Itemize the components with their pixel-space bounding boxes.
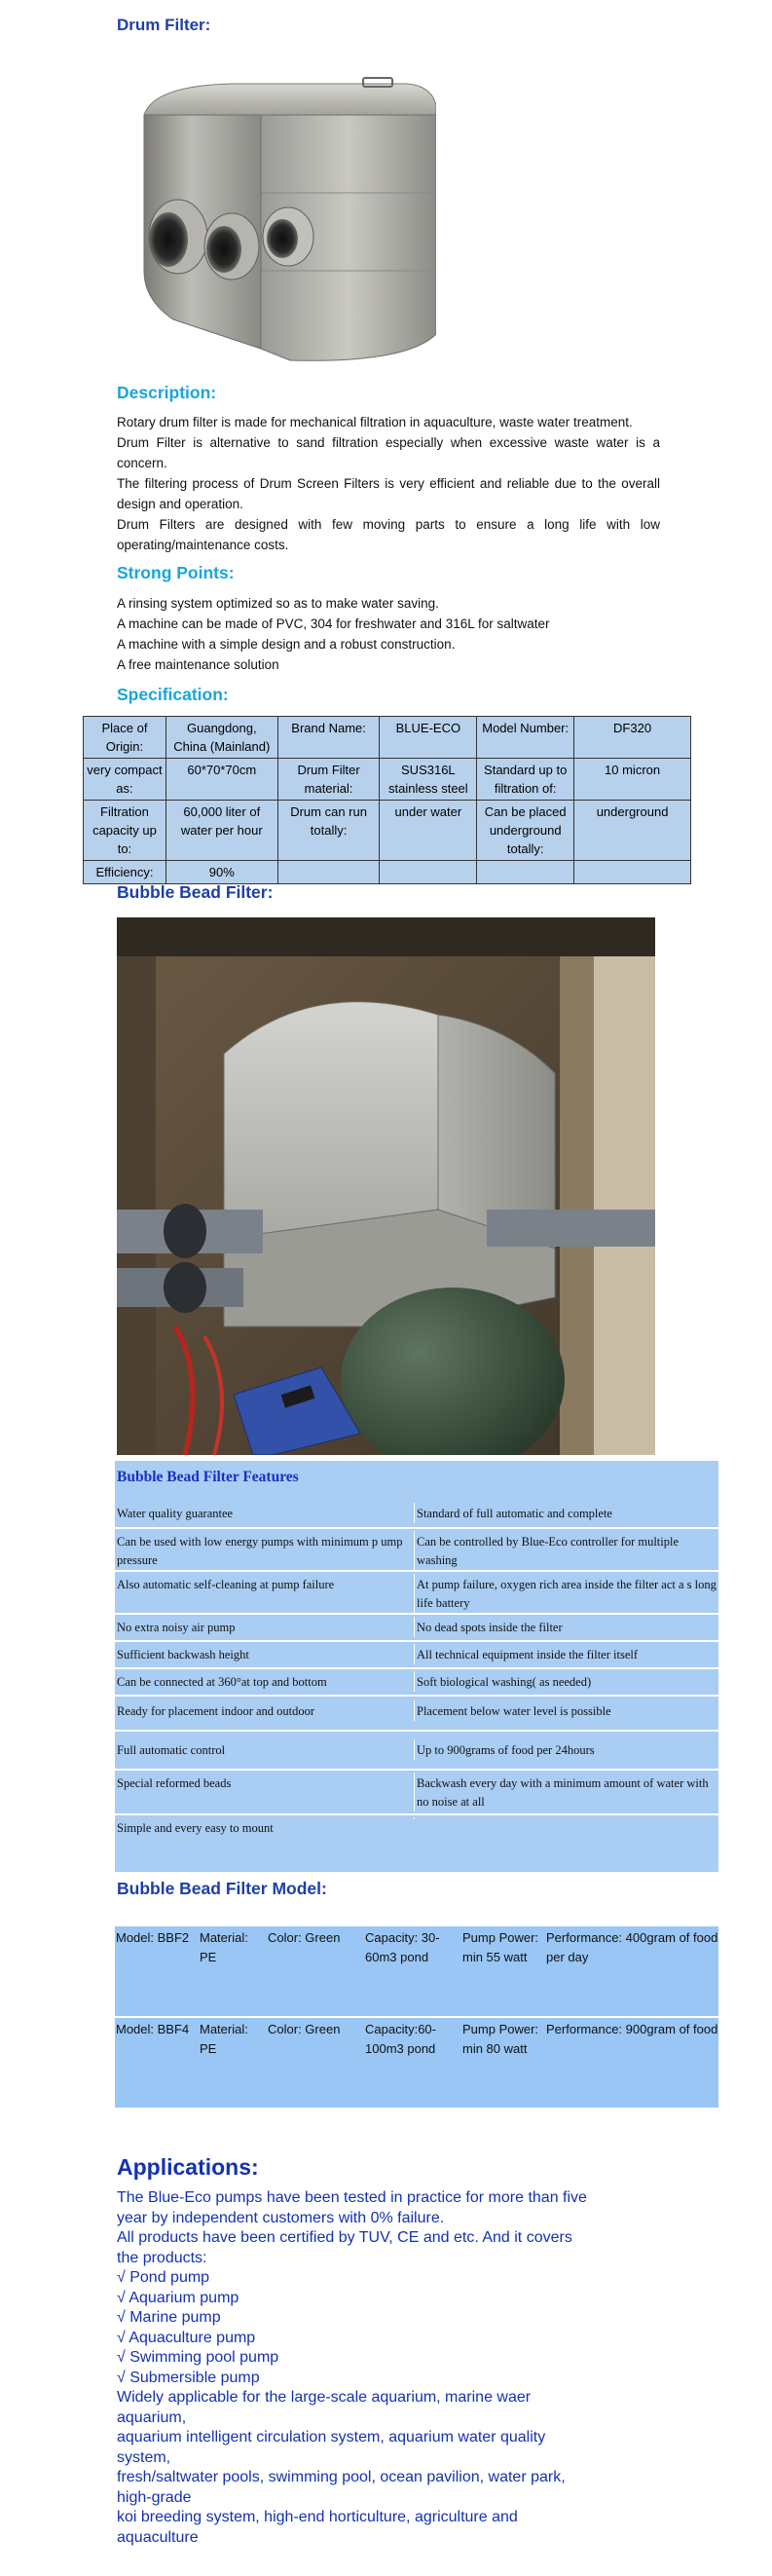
- spec-cell: Efficiency:: [84, 861, 166, 884]
- strong-point: A rinsing system optimized so as to make water saving.: [117, 596, 439, 611]
- applications-line: All products have been certified by TUV, CE and etc. And it covers: [117, 2229, 572, 2246]
- model-cell: Color: Green: [268, 2022, 341, 2036]
- spec-cell: Drum can run totally:: [277, 801, 380, 861]
- description-line: Drum Filters are designed with few moving parts to ensure a long life with low operating/maintenance costs.: [117, 517, 660, 552]
- applications-line: √ Marine pump: [117, 2309, 221, 2326]
- feature-right: Can be controlled by Blue-Eco controller for multiple washing: [414, 1531, 718, 1570]
- spec-row: [84, 759, 691, 801]
- table-row: [115, 1771, 718, 1815]
- model-cell: Material: PE: [200, 1930, 248, 1964]
- bubble-bead-photo: [117, 917, 655, 1455]
- description-line: The filtering process of Drum Screen Filters is very efficient and reliable due to the overall design and operation.: [117, 476, 660, 511]
- spec-row: [84, 861, 691, 884]
- spec-cell: Filtration capacity up to:: [84, 801, 166, 861]
- feature-left: No extra noisy air pump: [117, 1621, 236, 1634]
- table-row: [115, 1642, 718, 1669]
- applications-line: aquarium intelligent circulation system, aquarium water quality: [117, 2429, 546, 2445]
- feature-right: Standard of full automatic and complete: [414, 1503, 718, 1523]
- description-line: Drum Filter is alternative to sand filtration especially when excessive waste water is a concern.: [117, 435, 660, 470]
- table-row: [115, 1669, 718, 1697]
- model-heading: Bubble Bead Filter Model:: [117, 1879, 327, 1898]
- specification-table: [83, 716, 691, 884]
- applications-line: system,: [117, 2448, 171, 2466]
- spec-cell: very compact as:: [84, 759, 166, 801]
- model-cell: Capacity: 30-60m3 pond: [365, 1930, 440, 1964]
- table-row: [115, 1926, 718, 2018]
- applications-line: √ Aquaculture pump: [117, 2329, 256, 2346]
- applications-line: fresh/saltwater pools, swimming pool, ocean pavilion, water park,: [117, 2469, 566, 2485]
- spec-cell: [477, 861, 574, 884]
- strong-point: A free maintenance solution: [117, 657, 279, 672]
- table-row: [115, 1615, 718, 1642]
- model-cell: Model: BBF2: [116, 1930, 190, 1945]
- spec-cell: Model Number:: [477, 717, 574, 759]
- spec-cell: SUS316L stainless steel: [380, 759, 477, 801]
- spec-cell: Can be placed underground totally:: [477, 801, 574, 861]
- model-cell: Performance: 900gram of food: [546, 2022, 718, 2036]
- feature-left: Simple and every easy to mount: [117, 1821, 274, 1835]
- spec-cell: DF320: [574, 717, 691, 759]
- drum-filter-photo: [115, 76, 436, 368]
- strong-points-list: [117, 593, 701, 675]
- feature-left: Water quality guarantee: [117, 1507, 234, 1520]
- description-heading: Description:: [117, 383, 217, 402]
- applications-line: √ Submersible pump: [117, 2369, 260, 2386]
- feature-right: Soft biological washing( as needed): [414, 1671, 718, 1692]
- description-text: [117, 412, 660, 555]
- applications-line: √ Aquarium pump: [117, 2289, 239, 2306]
- applications-line: aquarium,: [117, 2408, 187, 2426]
- feature-right: No dead spots inside the filter: [414, 1617, 718, 1637]
- applications-line: koi breeding system, high-end horticulture, agriculture and: [117, 2509, 518, 2525]
- applications-line: year by independent customers with 0% failure.: [117, 2209, 445, 2226]
- spec-cell: 60,000 liter of water per hour: [165, 801, 277, 861]
- model-cell: Color: Green: [268, 1930, 341, 1945]
- specification-heading: Specification:: [117, 685, 229, 704]
- spec-cell: 60*70*70cm: [165, 759, 277, 801]
- table-row: [115, 1736, 718, 1771]
- applications-line: the products:: [117, 2249, 207, 2266]
- applications-line: √ Pond pump: [117, 2269, 210, 2286]
- applications-line: The Blue-Eco pumps have been tested in practice for more than five: [117, 2189, 587, 2206]
- feature-right: At pump failure, oxygen rich area inside the filter act a s long life battery: [414, 1574, 718, 1613]
- features-table: [115, 1461, 718, 1872]
- features-heading: Bubble Bead Filter Features: [117, 1469, 299, 1485]
- applications-heading: Applications:: [117, 2154, 259, 2180]
- description-line: Rotary drum filter is made for mechanical filtration in aquaculture, waste water treatment.: [117, 415, 633, 429]
- spec-cell: [380, 861, 477, 884]
- spec-row: [84, 801, 691, 861]
- model-cell: Material: PE: [200, 2022, 248, 2056]
- bubble-bead-heading: Bubble Bead Filter:: [117, 882, 274, 902]
- applications-line: aquaculture: [117, 2528, 199, 2546]
- spec-cell: 10 micron: [574, 759, 691, 801]
- feature-left: Full automatic control: [117, 1743, 226, 1757]
- spec-cell: Standard up to filtration of:: [477, 759, 574, 801]
- applications-line: √ Swimming pool pump: [117, 2349, 279, 2366]
- model-cell: Capacity:60-100m3 pond: [365, 2022, 436, 2056]
- feature-left: Can be used with low energy pumps with minimum p ump pressure: [117, 1535, 403, 1567]
- spec-cell: underground: [574, 801, 691, 861]
- model-table: [115, 1926, 718, 2108]
- spec-cell: 90%: [165, 861, 277, 884]
- feature-left: Can be connected at 360°at top and bottom: [117, 1675, 327, 1689]
- spec-cell: [277, 861, 380, 884]
- feature-left: Sufficient backwash height: [117, 1648, 249, 1661]
- model-cell: Performance: 400gram of food per day: [546, 1930, 718, 1964]
- table-row: [115, 1697, 718, 1732]
- applications-text: [117, 2188, 662, 2548]
- applications-line: Widely applicable for the large-scale aquarium, marine waer: [117, 2389, 532, 2406]
- spec-cell: under water: [380, 801, 477, 861]
- feature-right: [414, 1817, 718, 1819]
- feature-right: Backwash every day with a minimum amount of water with no noise at all: [414, 1773, 718, 1811]
- table-row: [115, 1815, 718, 1850]
- model-cell: Model: BBF4: [116, 2022, 190, 2036]
- strong-points-heading: Strong Points:: [117, 563, 235, 582]
- model-cell: Pump Power: min 55 watt: [462, 1930, 539, 1964]
- table-row: [115, 2018, 718, 2108]
- feature-right: Up to 900grams of food per 24hours: [414, 1739, 718, 1760]
- table-row: [115, 1500, 718, 1529]
- feature-left: Also automatic self-cleaning at pump failure: [117, 1578, 335, 1591]
- model-cell: Pump Power: min 80 watt: [462, 2022, 539, 2056]
- feature-left: Ready for placement indoor and outdoor: [117, 1704, 315, 1718]
- drum-filter-heading: Drum Filter:: [117, 16, 211, 34]
- applications-line: high-grade: [117, 2488, 192, 2506]
- table-row: [115, 1572, 718, 1615]
- feature-left: Special reformed beads: [117, 1776, 232, 1790]
- strong-point: A machine can be made of PVC, 304 for freshwater and 316L for saltwater: [117, 616, 550, 631]
- table-row: [115, 1529, 718, 1572]
- spec-cell: BLUE-ECO: [380, 717, 477, 759]
- spec-cell: [574, 861, 691, 884]
- feature-right: All technical equipment inside the filter itself: [414, 1644, 718, 1664]
- spec-cell: Brand Name:: [277, 717, 380, 759]
- spec-cell: Place of Origin:: [84, 717, 166, 759]
- strong-point: A machine with a simple design and a robust construction.: [117, 637, 456, 652]
- spec-cell: Guangdong, China (Mainland): [165, 717, 277, 759]
- feature-right: Placement below water level is possible: [414, 1700, 718, 1721]
- spec-cell: Drum Filter material:: [277, 759, 380, 801]
- spec-row: [84, 717, 691, 759]
